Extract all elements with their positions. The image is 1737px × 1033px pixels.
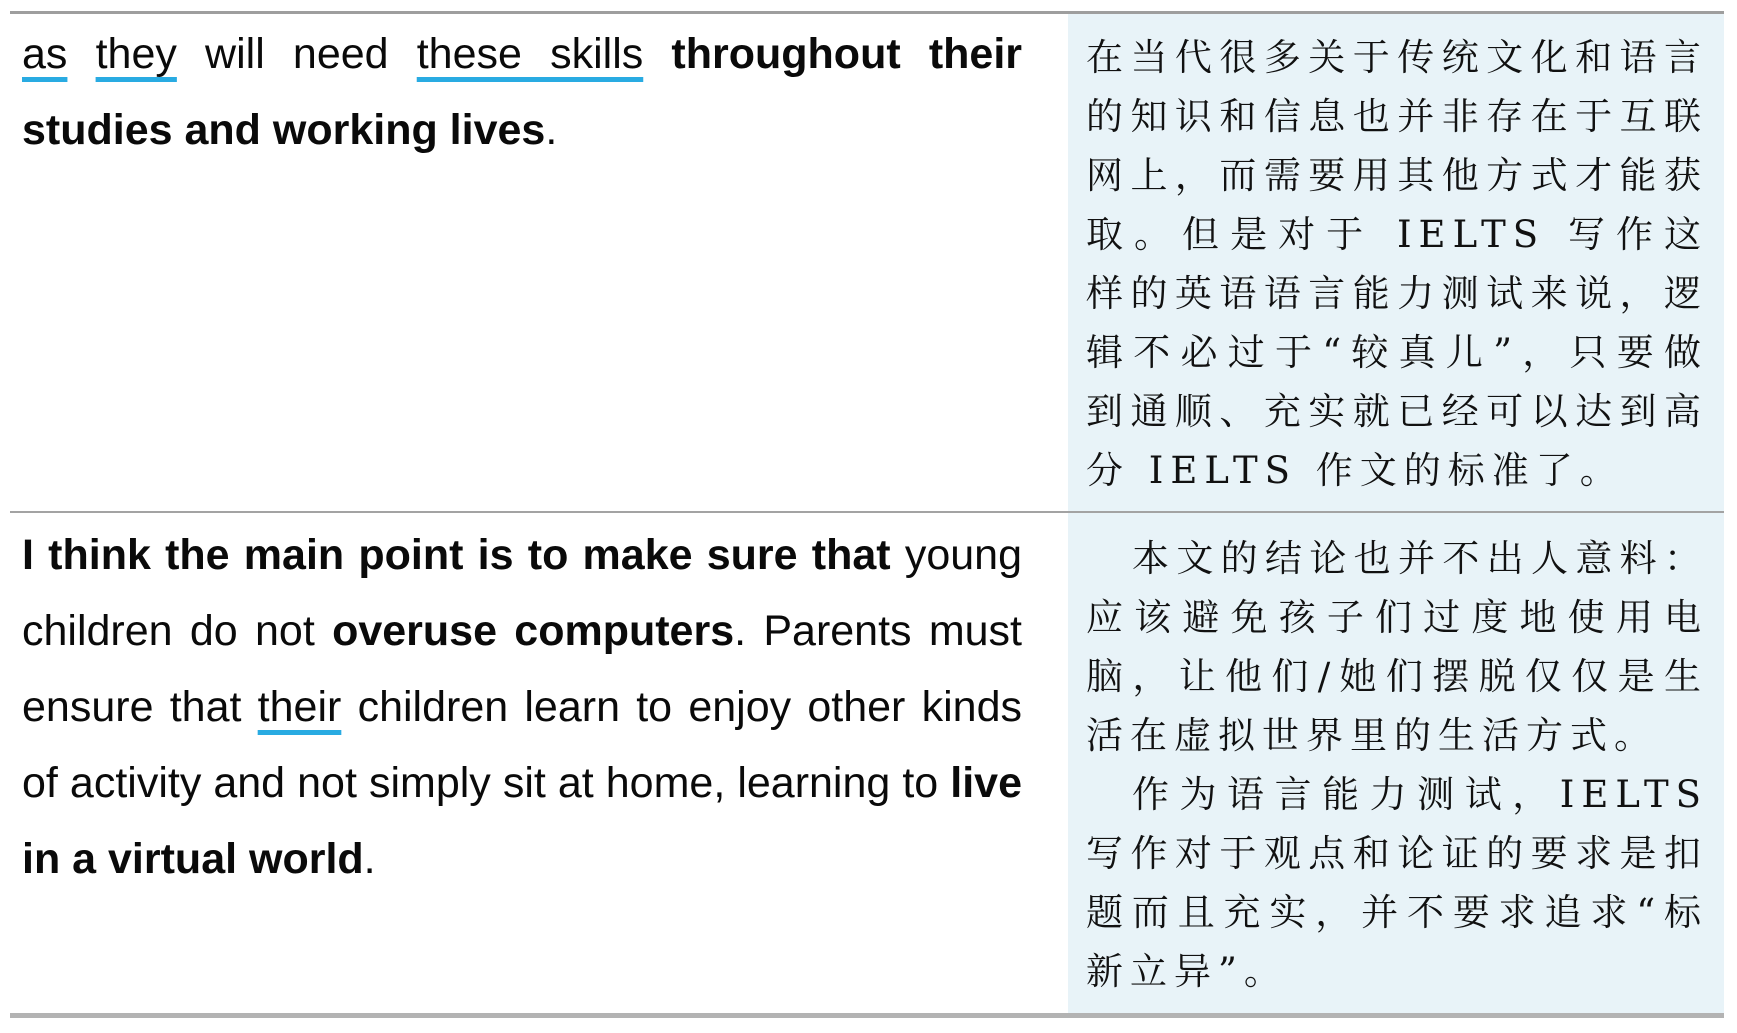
chinese-paragraph: 作为语言能力测试，IELTS 写作对于观点和论证的要求是扣题而且充实，并不要求追求“标新立异”。 xyxy=(1086,773,1708,993)
bold-phrase: live in a virtual world xyxy=(22,759,1022,883)
english-paragraph xyxy=(22,517,1022,897)
underlined-phrase: they xyxy=(95,30,177,78)
table-row xyxy=(10,14,1724,513)
english-cell xyxy=(10,14,1068,511)
underlined-phrase: their xyxy=(257,683,342,731)
text-segment: young children do not xyxy=(22,531,1023,655)
table-row xyxy=(10,513,1724,1013)
underlined-phrase: as xyxy=(22,30,68,78)
text-segment: . xyxy=(545,106,558,154)
english-paragraph xyxy=(22,16,1022,168)
bold-phrase: throughout their studies and working lives xyxy=(22,30,1022,154)
bilingual-text-table xyxy=(10,11,1724,1018)
bold-phrase: overuse computers xyxy=(332,607,735,655)
text-segment: . Parents must ensure that xyxy=(22,607,1023,731)
bold-phrase: I think the main point is to make sure that xyxy=(22,531,891,579)
chinese-commentary-cell xyxy=(1068,513,1724,1013)
text-segment: . xyxy=(363,835,376,883)
chinese-cell-content xyxy=(1086,28,1708,500)
text-segment: will need xyxy=(176,30,417,78)
english-cell xyxy=(10,513,1068,1013)
chinese-paragraph: 本文的结论也并不出人意料：应该避免孩子们过度地使用电脑，让他们/她们摆脱仅仅是生活在虚拟世界里的生活方式。 xyxy=(1086,537,1708,757)
text-segment: children learn to enjoy other kinds of activity and not simply sit at home, learning to xyxy=(22,683,1022,807)
text-segment xyxy=(67,30,95,78)
chinese-cell-content xyxy=(1086,529,1708,1001)
chinese-commentary-cell xyxy=(1068,14,1724,511)
underlined-phrase: these skills xyxy=(416,30,644,78)
chinese-paragraph: 在当代很多关于传统文化和语言的知识和信息也并非存在于互联网上，而需要用其他方式才能获取。但是对于 IELTS 写作这样的英语语言能力测试来说，逻辑不必过于“较真儿”，只要做到通顺、充实就已经可以达到高分 IELTS 作文的标准了。 xyxy=(1086,36,1708,492)
text-segment xyxy=(643,30,671,78)
